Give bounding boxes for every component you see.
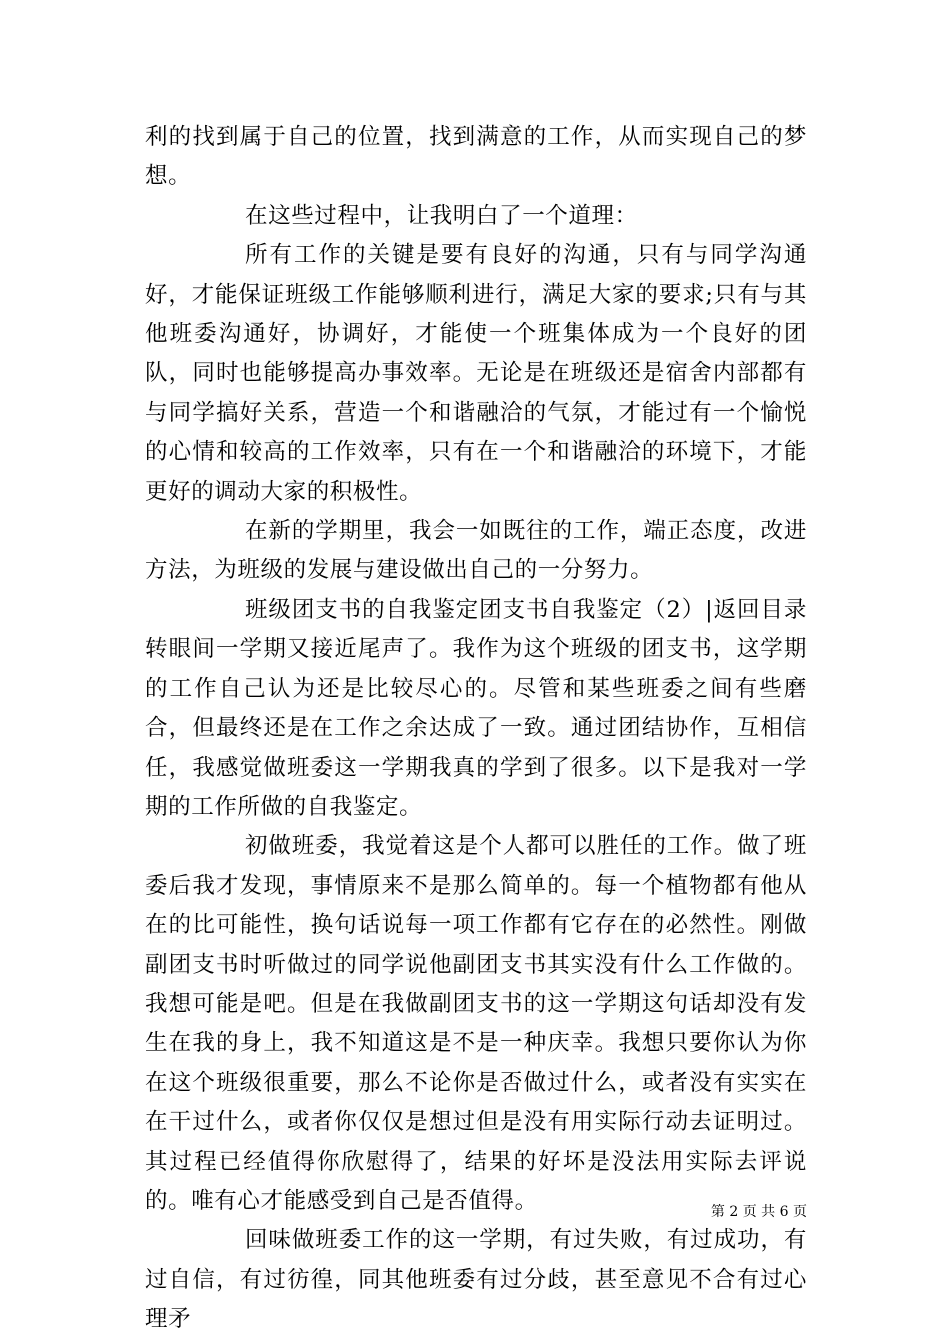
paragraph-1: 利的找到属于自己的位置，找到满意的工作，从而实现自己的梦想。 [145, 124, 807, 190]
paragraph-3: 所有工作的关键是要有良好的沟通，只有与同学沟通好，才能保证班级工作能够顺利进行，满足大家的要求;只有与其他班委沟通好，协调好，才能使一个班集体成为一个良好的团队，同时也能够提高办事效率。无论是在班级还是宿舍内部都有与同学搞好关系，营造一个和谐融洽的气氛，才能过有一个愉悦的心情和较高的工作效率，只有在一个和谐融洽的环境下，才能更好的调动大家的积极性。 [145, 242, 807, 505]
document-body [145, 118, 807, 1340]
page-number-footer: 第 2 页 共 6 页 [710, 1204, 807, 1220]
paragraph-6: 初做班委，我觉着这是个人都可以胜任的工作。做了班委后我才发现，事情原来不是那么简单的。每一个植物都有他从在的比可能性，换句话说每一项工作都有它存在的必然性。刚做副团支书时听做过的同学说他副团支书其实没有什么工作做的。我想可能是吧。但是在我做副团支书的这一学期这句话却没有发生在我的身上，我不知道这是不是一种庆幸。我想只要你认为你在这个班级很重要，那么不论你是否做过什么，或者没有实实在在干过什么，或者你仅仅是想过但是没有用实际行动去证明过。其过程已经值得你欣慰得了，结果的好坏是没法用实际去评说的。唯有心才能感受到自己是否值得。 [145, 833, 807, 1214]
paragraph-4: 在新的学期里，我会一如既往的工作，端正态度，改进方法，为班级的发展与建设做出自己的一分努力。 [145, 518, 807, 584]
paragraph-7: 回味做班委工作的这一学期，有过失败，有过成功，有过自信，有过彷徨，同其他班委有过分歧，甚至意见不合有过心理矛 [145, 1227, 807, 1333]
paragraph-5: 班级团支书的自我鉴定团支书自我鉴定（2）|返回目录转眼间一学期又接近尾声了。我作为这个班级的团支书，这学期的工作自己认为还是比较尽心的。尽管和某些班委之间有些磨合，但最终还是在工作之余达成了一致。通过团结协作，互相信任，我感觉做班委这一学期我真的学到了很多。以下是我对一学期的工作所做的自我鉴定。 [145, 596, 807, 820]
paragraph-2: 在这些过程中，让我明白了一个道理： [245, 202, 638, 229]
